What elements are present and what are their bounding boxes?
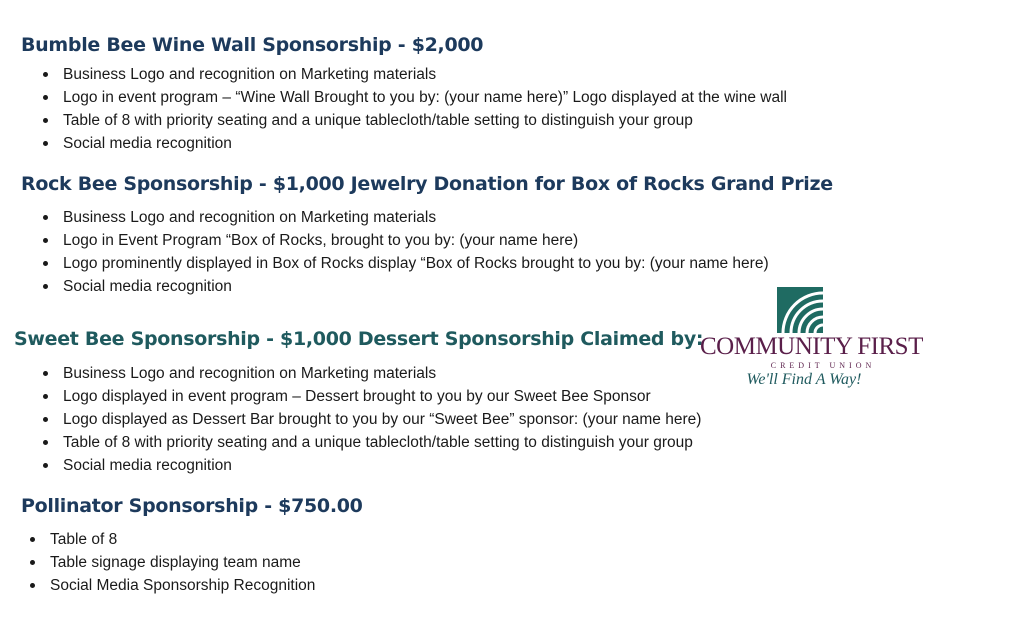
list-item: Logo displayed as Dessert Bar brought to you by our “Sweet Bee” sponsor: (your name here) [42, 408, 701, 431]
bullet-list [42, 362, 701, 477]
list-item: Table of 8 with priority seating and a unique tablecloth/table setting to distinguish your group [42, 431, 701, 454]
list-item: Table signage displaying team name [29, 551, 315, 574]
bullet-list [42, 206, 769, 298]
community-first-logo [700, 287, 923, 393]
list-item: Logo in Event Program “Box of Rocks, brought to you by: (your name here) [42, 229, 769, 252]
bullet-list [29, 528, 315, 597]
section-heading: Bumble Bee Wine Wall Sponsorship - $2,000 [21, 34, 484, 56]
list-item: Social media recognition [42, 454, 701, 477]
list-item: Business Logo and recognition on Marketing materials [42, 206, 769, 229]
list-item: Business Logo and recognition on Marketing materials [42, 63, 787, 86]
list-item: Logo prominently displayed in Box of Rocks display “Box of Rocks brought to you by: (your name here) [42, 252, 769, 275]
logo-name: COMMUNITY FIRST [700, 333, 923, 360]
list-item: Social media recognition [42, 132, 787, 155]
section-heading: Sweet Bee Sponsorship - $1,000 Dessert Sponsorship Claimed by: [14, 328, 704, 350]
section-heading: Rock Bee Sponsorship - $1,000 Jewelry Donation for Box of Rocks Grand Prize [21, 173, 833, 195]
bullet-list [42, 63, 787, 155]
list-item: Table of 8 with priority seating and a unique tablecloth/table setting to distinguish your group [42, 109, 787, 132]
list-item: Social Media Sponsorship Recognition [29, 574, 315, 597]
list-item: Business Logo and recognition on Marketing materials [42, 362, 701, 385]
credit-union-mark-icon [777, 287, 823, 333]
logo-subtitle: CREDIT UNION [770, 361, 876, 370]
list-item: Logo in event program – “Wine Wall Brought to you by: (your name here)” Logo displayed at the wine wall [42, 86, 787, 109]
list-item: Table of 8 [29, 528, 315, 551]
list-item: Logo displayed in event program – Dessert brought to you by our Sweet Bee Sponsor [42, 385, 701, 408]
section-heading: Pollinator Sponsorship - $750.00 [21, 495, 363, 517]
logo-tagline: We'll Find A Way! [746, 371, 862, 388]
list-item: Social media recognition [42, 275, 769, 298]
